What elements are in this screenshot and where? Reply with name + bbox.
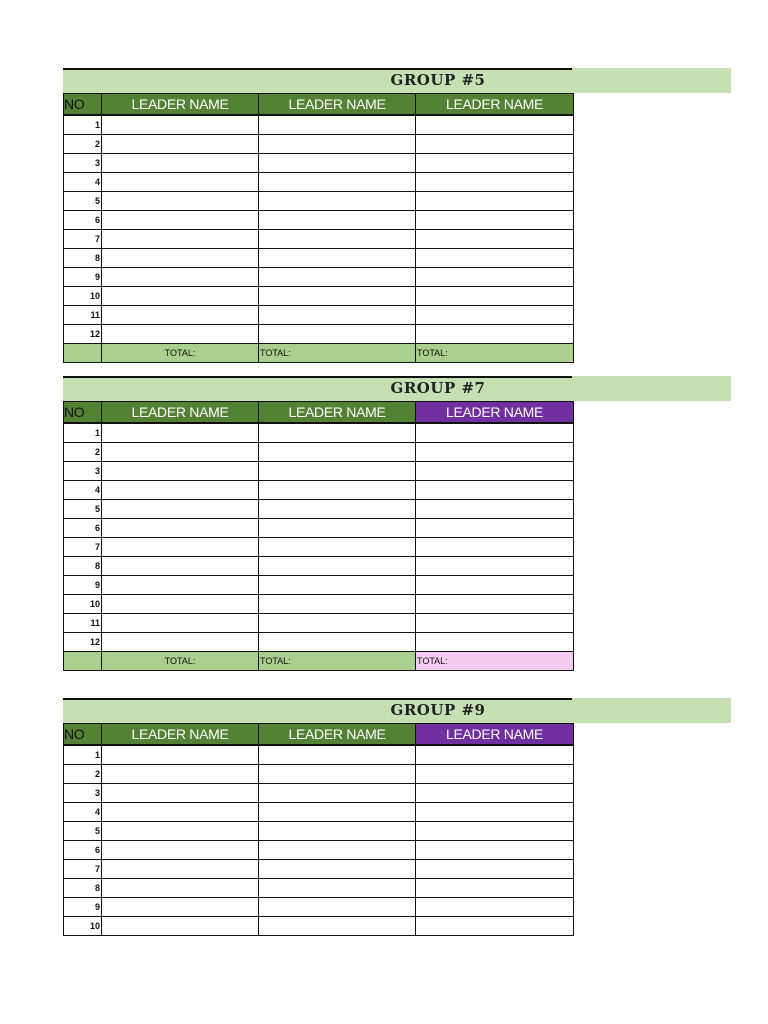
row-number: 12 (64, 325, 102, 344)
row-number: 3 (64, 784, 102, 803)
row-number: 11 (64, 614, 102, 633)
leader-cell[interactable] (259, 784, 416, 803)
row-number: 7 (64, 230, 102, 249)
leader-cell[interactable] (102, 841, 259, 860)
leader-cell[interactable] (259, 595, 416, 614)
row-number: 1 (64, 423, 102, 443)
leader-cell[interactable] (102, 306, 259, 325)
leader-cell[interactable] (102, 519, 259, 538)
leader-name-header-2: LEADER NAME (259, 724, 416, 746)
leader-cell[interactable] (102, 135, 259, 154)
leader-name-header-3: LEADER NAME (416, 724, 574, 746)
table-row (64, 860, 574, 879)
leader-cell[interactable] (416, 784, 574, 803)
group-title: GROUP #5 (390, 71, 486, 89)
leader-cell[interactable] (102, 633, 259, 652)
table-row (64, 803, 574, 822)
leader-cell[interactable] (102, 879, 259, 898)
total-label-1: TOTAL: (102, 652, 259, 671)
leader-name-header-2: LEADER NAME (259, 402, 416, 424)
group-title: GROUP #7 (390, 379, 486, 397)
table-row (64, 325, 574, 344)
row-number: 5 (64, 192, 102, 211)
leader-cell[interactable] (416, 268, 574, 287)
row-number: 10 (64, 595, 102, 614)
leader-cell[interactable] (259, 481, 416, 500)
table-row (64, 614, 574, 633)
leader-cell[interactable] (416, 500, 574, 519)
row-number: 1 (64, 115, 102, 135)
leader-cell[interactable] (259, 879, 416, 898)
table-row (64, 268, 574, 287)
leader-cell[interactable] (259, 268, 416, 287)
table-row (64, 173, 574, 192)
table-row (64, 115, 574, 135)
leader-cell[interactable] (102, 423, 259, 443)
leader-cell[interactable] (259, 135, 416, 154)
row-number: 2 (64, 765, 102, 784)
row-number: 4 (64, 173, 102, 192)
no-column-header: NO (64, 724, 102, 746)
leader-cell[interactable] (102, 287, 259, 306)
leader-cell[interactable] (416, 115, 574, 135)
leader-cell[interactable] (102, 614, 259, 633)
leader-cell[interactable] (102, 557, 259, 576)
table-row (64, 765, 574, 784)
leader-cell[interactable] (259, 423, 416, 443)
table-row (64, 230, 574, 249)
total-spacer (64, 652, 102, 671)
leader-cell[interactable] (416, 614, 574, 633)
leader-cell[interactable] (416, 287, 574, 306)
leader-cell[interactable] (416, 595, 574, 614)
row-number: 11 (64, 306, 102, 325)
leader-cell[interactable] (259, 325, 416, 344)
leader-cell[interactable] (416, 423, 574, 443)
total-label-3: TOTAL: (416, 652, 574, 671)
leader-cell[interactable] (259, 154, 416, 173)
group-5-table (63, 68, 731, 363)
leader-cell[interactable] (416, 898, 574, 917)
total-row (64, 344, 574, 363)
table-row (64, 576, 574, 595)
leader-cell[interactable] (259, 745, 416, 765)
table-row (64, 841, 574, 860)
row-number: 12 (64, 633, 102, 652)
leader-cell[interactable] (259, 860, 416, 879)
leader-cell[interactable] (416, 173, 574, 192)
leader-cell[interactable] (102, 765, 259, 784)
leader-cell[interactable] (259, 443, 416, 462)
table-row (64, 595, 574, 614)
leader-cell[interactable] (416, 917, 574, 936)
row-number: 10 (64, 917, 102, 936)
leader-cell[interactable] (259, 500, 416, 519)
total-label-3: TOTAL: (416, 344, 574, 363)
table-row (64, 211, 574, 230)
row-number: 6 (64, 841, 102, 860)
row-number: 8 (64, 879, 102, 898)
total-label-1: TOTAL: (102, 344, 259, 363)
table-row (64, 822, 574, 841)
leader-cell[interactable] (416, 135, 574, 154)
total-spacer (64, 344, 102, 363)
leader-cell[interactable] (259, 249, 416, 268)
leader-name-header-3: LEADER NAME (416, 94, 574, 116)
table-row (64, 462, 574, 481)
leader-cell[interactable] (259, 633, 416, 652)
group-title-band (63, 698, 731, 723)
row-number: 3 (64, 462, 102, 481)
leader-cell[interactable] (416, 443, 574, 462)
leader-table (63, 401, 574, 671)
table-row (64, 135, 574, 154)
leader-cell[interactable] (102, 154, 259, 173)
leader-cell[interactable] (416, 633, 574, 652)
leader-cell[interactable] (102, 898, 259, 917)
group-title: GROUP #9 (390, 701, 486, 719)
table-row (64, 249, 574, 268)
leader-cell[interactable] (259, 765, 416, 784)
total-label-2: TOTAL: (259, 344, 416, 363)
row-number: 8 (64, 249, 102, 268)
leader-cell[interactable] (259, 803, 416, 822)
no-column-header: NO (64, 402, 102, 424)
leader-cell[interactable] (259, 192, 416, 211)
leader-name-header-1: LEADER NAME (102, 402, 259, 424)
table-row (64, 557, 574, 576)
row-number: 1 (64, 745, 102, 765)
leader-cell[interactable] (259, 230, 416, 249)
row-number: 6 (64, 211, 102, 230)
table-row (64, 745, 574, 765)
row-number: 2 (64, 443, 102, 462)
group-7-table (63, 376, 731, 671)
leader-cell[interactable] (416, 841, 574, 860)
leader-cell[interactable] (416, 462, 574, 481)
table-row (64, 481, 574, 500)
table-row (64, 306, 574, 325)
divider (63, 68, 572, 70)
group-title-band (63, 68, 731, 93)
table-row (64, 423, 574, 443)
leader-cell[interactable] (416, 576, 574, 595)
table-row (64, 917, 574, 936)
leader-cell[interactable] (416, 803, 574, 822)
leader-cell[interactable] (102, 462, 259, 481)
leader-cell[interactable] (102, 745, 259, 765)
row-number: 7 (64, 538, 102, 557)
leader-cell[interactable] (259, 519, 416, 538)
leader-cell[interactable] (102, 595, 259, 614)
leader-cell[interactable] (102, 822, 259, 841)
leader-cell[interactable] (102, 325, 259, 344)
leader-cell[interactable] (416, 230, 574, 249)
leader-cell[interactable] (416, 519, 574, 538)
leader-cell[interactable] (102, 268, 259, 287)
group-title-band (63, 376, 731, 401)
leader-name-header-3: LEADER NAME (416, 402, 574, 424)
leader-cell[interactable] (102, 917, 259, 936)
leader-table (63, 723, 574, 936)
leader-cell[interactable] (416, 860, 574, 879)
row-number: 9 (64, 898, 102, 917)
group-9-table (63, 698, 731, 936)
leader-cell[interactable] (416, 249, 574, 268)
leader-cell[interactable] (416, 765, 574, 784)
leader-cell[interactable] (416, 192, 574, 211)
table-row (64, 154, 574, 173)
divider (63, 376, 572, 378)
leader-cell[interactable] (259, 822, 416, 841)
leader-cell[interactable] (259, 898, 416, 917)
leader-cell[interactable] (259, 115, 416, 135)
leader-cell[interactable] (259, 462, 416, 481)
leader-cell[interactable] (259, 211, 416, 230)
row-number: 9 (64, 576, 102, 595)
leader-cell[interactable] (259, 557, 416, 576)
table-row (64, 898, 574, 917)
leader-cell[interactable] (102, 173, 259, 192)
leader-cell[interactable] (416, 538, 574, 557)
leader-cell[interactable] (416, 154, 574, 173)
row-number: 10 (64, 287, 102, 306)
leader-cell[interactable] (102, 803, 259, 822)
table-row (64, 287, 574, 306)
leader-cell[interactable] (102, 192, 259, 211)
leader-name-header-2: LEADER NAME (259, 94, 416, 116)
row-number: 3 (64, 154, 102, 173)
leader-cell[interactable] (416, 557, 574, 576)
divider (63, 698, 572, 700)
leader-cell[interactable] (259, 841, 416, 860)
row-number: 5 (64, 822, 102, 841)
leader-cell[interactable] (259, 538, 416, 557)
leader-cell[interactable] (102, 115, 259, 135)
leader-cell[interactable] (102, 538, 259, 557)
table-row (64, 538, 574, 557)
leader-cell[interactable] (259, 576, 416, 595)
leader-cell[interactable] (102, 249, 259, 268)
no-column-header: NO (64, 94, 102, 116)
table-row (64, 879, 574, 898)
leader-cell[interactable] (259, 173, 416, 192)
row-number: 4 (64, 481, 102, 500)
leader-cell[interactable] (416, 822, 574, 841)
row-number: 2 (64, 135, 102, 154)
table-row (64, 784, 574, 803)
leader-cell[interactable] (416, 325, 574, 344)
row-number: 7 (64, 860, 102, 879)
leader-cell[interactable] (259, 917, 416, 936)
leader-cell[interactable] (259, 306, 416, 325)
row-number: 6 (64, 519, 102, 538)
leader-cell[interactable] (259, 614, 416, 633)
leader-cell[interactable] (416, 745, 574, 765)
row-number: 9 (64, 268, 102, 287)
leader-name-header-1: LEADER NAME (102, 724, 259, 746)
leader-cell[interactable] (416, 879, 574, 898)
leader-cell[interactable] (102, 784, 259, 803)
leader-cell[interactable] (102, 860, 259, 879)
row-number: 4 (64, 803, 102, 822)
table-row (64, 192, 574, 211)
table-row (64, 519, 574, 538)
total-row (64, 652, 574, 671)
leader-cell[interactable] (259, 287, 416, 306)
leader-cell[interactable] (102, 443, 259, 462)
leader-cell[interactable] (102, 481, 259, 500)
row-number: 5 (64, 500, 102, 519)
leader-table (63, 93, 574, 363)
leader-cell[interactable] (416, 481, 574, 500)
table-row (64, 633, 574, 652)
total-label-2: TOTAL: (259, 652, 416, 671)
leader-name-header-1: LEADER NAME (102, 94, 259, 116)
leader-cell[interactable] (102, 500, 259, 519)
table-row (64, 500, 574, 519)
leader-cell[interactable] (102, 230, 259, 249)
leader-cell[interactable] (416, 306, 574, 325)
leader-cell[interactable] (102, 576, 259, 595)
table-row (64, 443, 574, 462)
leader-cell[interactable] (416, 211, 574, 230)
leader-cell[interactable] (102, 211, 259, 230)
row-number: 8 (64, 557, 102, 576)
